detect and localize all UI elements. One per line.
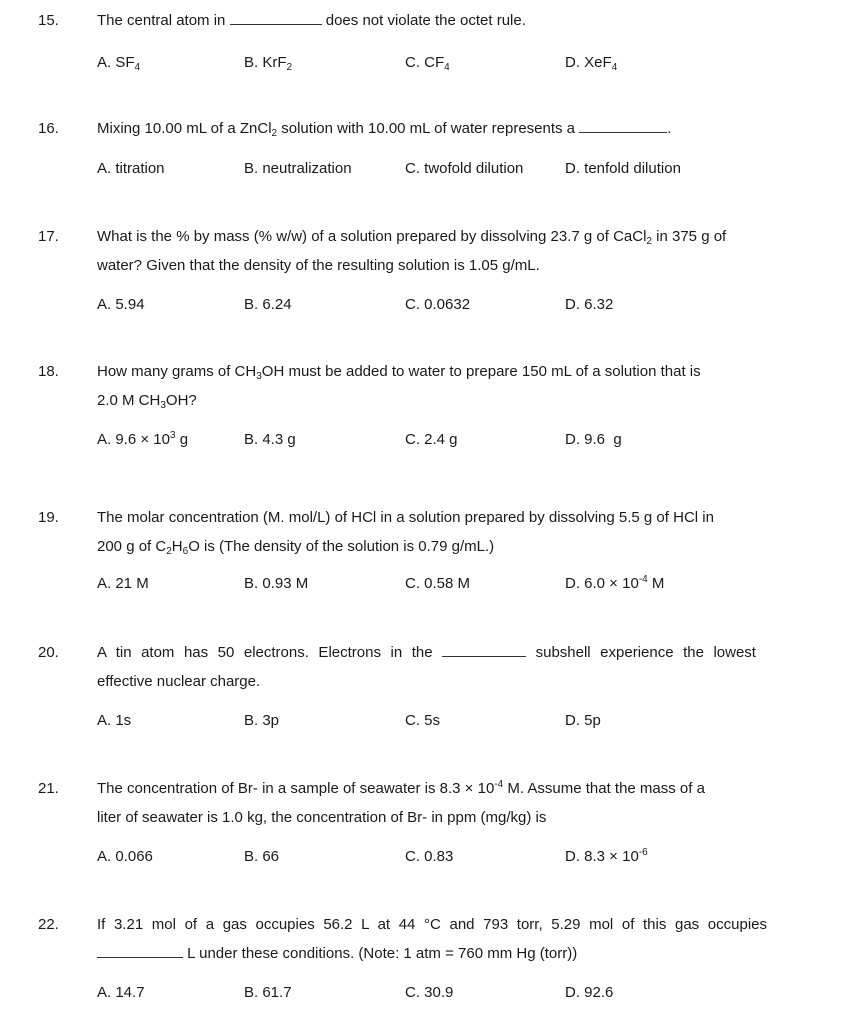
option-d: D. $6.0 \times 10^{-4}$ M — [565, 574, 665, 592]
question-number: 15. — [38, 12, 59, 29]
option-b: B. KrF$_2$ — [244, 54, 293, 73]
option-a: A. 5.94 — [97, 296, 145, 313]
question-number: 20. — [38, 644, 59, 661]
answer-options — [0, 160, 851, 182]
question-stem: Mixing 10.00 mL of a ZnCl$_2$ solution with 10.00 mL of water represents a . — [97, 120, 672, 139]
option-a: A. 1s — [97, 712, 132, 729]
answer-options — [0, 54, 851, 76]
question-stem: What is the % by mass (% w/w) of a solution prepared by dissolving 23.7 g of CaCl$_2$ in 375 g of water? Given that the density of the resulting solution is 1.05 g/mL. — [97, 228, 727, 274]
option-c: C. 2.4 g — [405, 431, 458, 448]
option-d: D. 92.6 — [565, 984, 614, 1001]
option-c: C. 0.83 — [405, 848, 454, 865]
question-number: 18. — [38, 363, 59, 380]
option-a: A. $SF_4$ — [97, 54, 141, 73]
question-number: 16. — [38, 120, 59, 137]
option-a: A. 0.066 — [97, 848, 153, 865]
option-b: B. 61.7 — [244, 984, 292, 1001]
option-b: B. neutralization — [244, 160, 352, 177]
option-a: A. 14.7 — [97, 984, 145, 1001]
question-number: 17. — [38, 228, 59, 245]
option-d: D. tenfold dilution — [565, 160, 681, 177]
answer-blank — [579, 118, 667, 133]
option-c: C. 30.9 — [405, 984, 454, 1001]
option-b: B. 6.24 — [244, 296, 292, 313]
question-number: 22. — [38, 916, 59, 933]
question-stem: The molar concentration (M. mol/L) of HCl in a solution prepared by dissolving 5.5 g of HCl in 200 g of $C_2H_6O$ is (The density of the solution is 0.79 g/mL.) — [97, 509, 714, 557]
question-stem: If 3.21 mol of a gas occupies 56.2 L at 44 °C and 793 torr, 5.29 mol of this gas occupies L under these conditions. (Note: 1 atm = 760 mm Hg (torr)) — [97, 916, 767, 962]
option-c: C. 5s — [405, 712, 441, 729]
option-d: D. XeF$_4$ — [565, 54, 618, 73]
question-number: 21. — [38, 780, 59, 797]
option-d: D. 5p — [565, 712, 601, 729]
question-number: 19. — [38, 509, 59, 526]
question-stem: The concentration of Br- in a sample of seawater is $8.3 \times 10^{-4}$ M. Assume that the mass of a liter of seawater is 1.0 kg, the concentration of Br- in ppm (mg/kg) is — [97, 779, 705, 826]
answer-options — [0, 984, 851, 1006]
answer-blank — [97, 943, 183, 958]
answer-options — [0, 712, 851, 734]
option-d: D. 6.32 — [565, 296, 614, 313]
answer-options — [0, 296, 851, 318]
option-c: C. 0.58 M — [405, 575, 471, 592]
option-b: B. 66 — [244, 848, 280, 865]
option-b: B. 4.3 g — [244, 431, 296, 448]
answer-options — [0, 848, 851, 870]
question-stem: The central atom in does not violate the octet rule. — [97, 12, 526, 29]
option-a: A. $9.6 \times 10^3$ g — [97, 430, 189, 448]
option-d: D. 9.6 g — [565, 431, 622, 448]
option-b: B. 3p — [244, 712, 280, 729]
option-c: C. 0.0632 — [405, 296, 471, 313]
answer-blank — [442, 642, 526, 657]
option-a: A. titration — [97, 160, 165, 177]
answer-options — [0, 431, 851, 453]
option-a: A. 21 M — [97, 575, 149, 592]
option-d: D. $8.3 \times 10^{-6}$ — [565, 847, 648, 865]
question-stem: How many grams of $CH_3OH$ must be added to water to prepare 150 mL of a solution that is 2.0 M $CH_3OH$? — [97, 363, 701, 411]
option-b: B. 0.93 M — [244, 575, 309, 592]
answer-options — [0, 575, 851, 597]
option-c: C. twofold dilution — [405, 160, 524, 177]
answer-blank — [230, 10, 322, 25]
option-c: C. $CF_4$ — [405, 54, 450, 73]
question-stem: A tin atom has 50 electrons. Electrons in the subshell experience the lowest effective nuclear charge. — [97, 644, 756, 690]
